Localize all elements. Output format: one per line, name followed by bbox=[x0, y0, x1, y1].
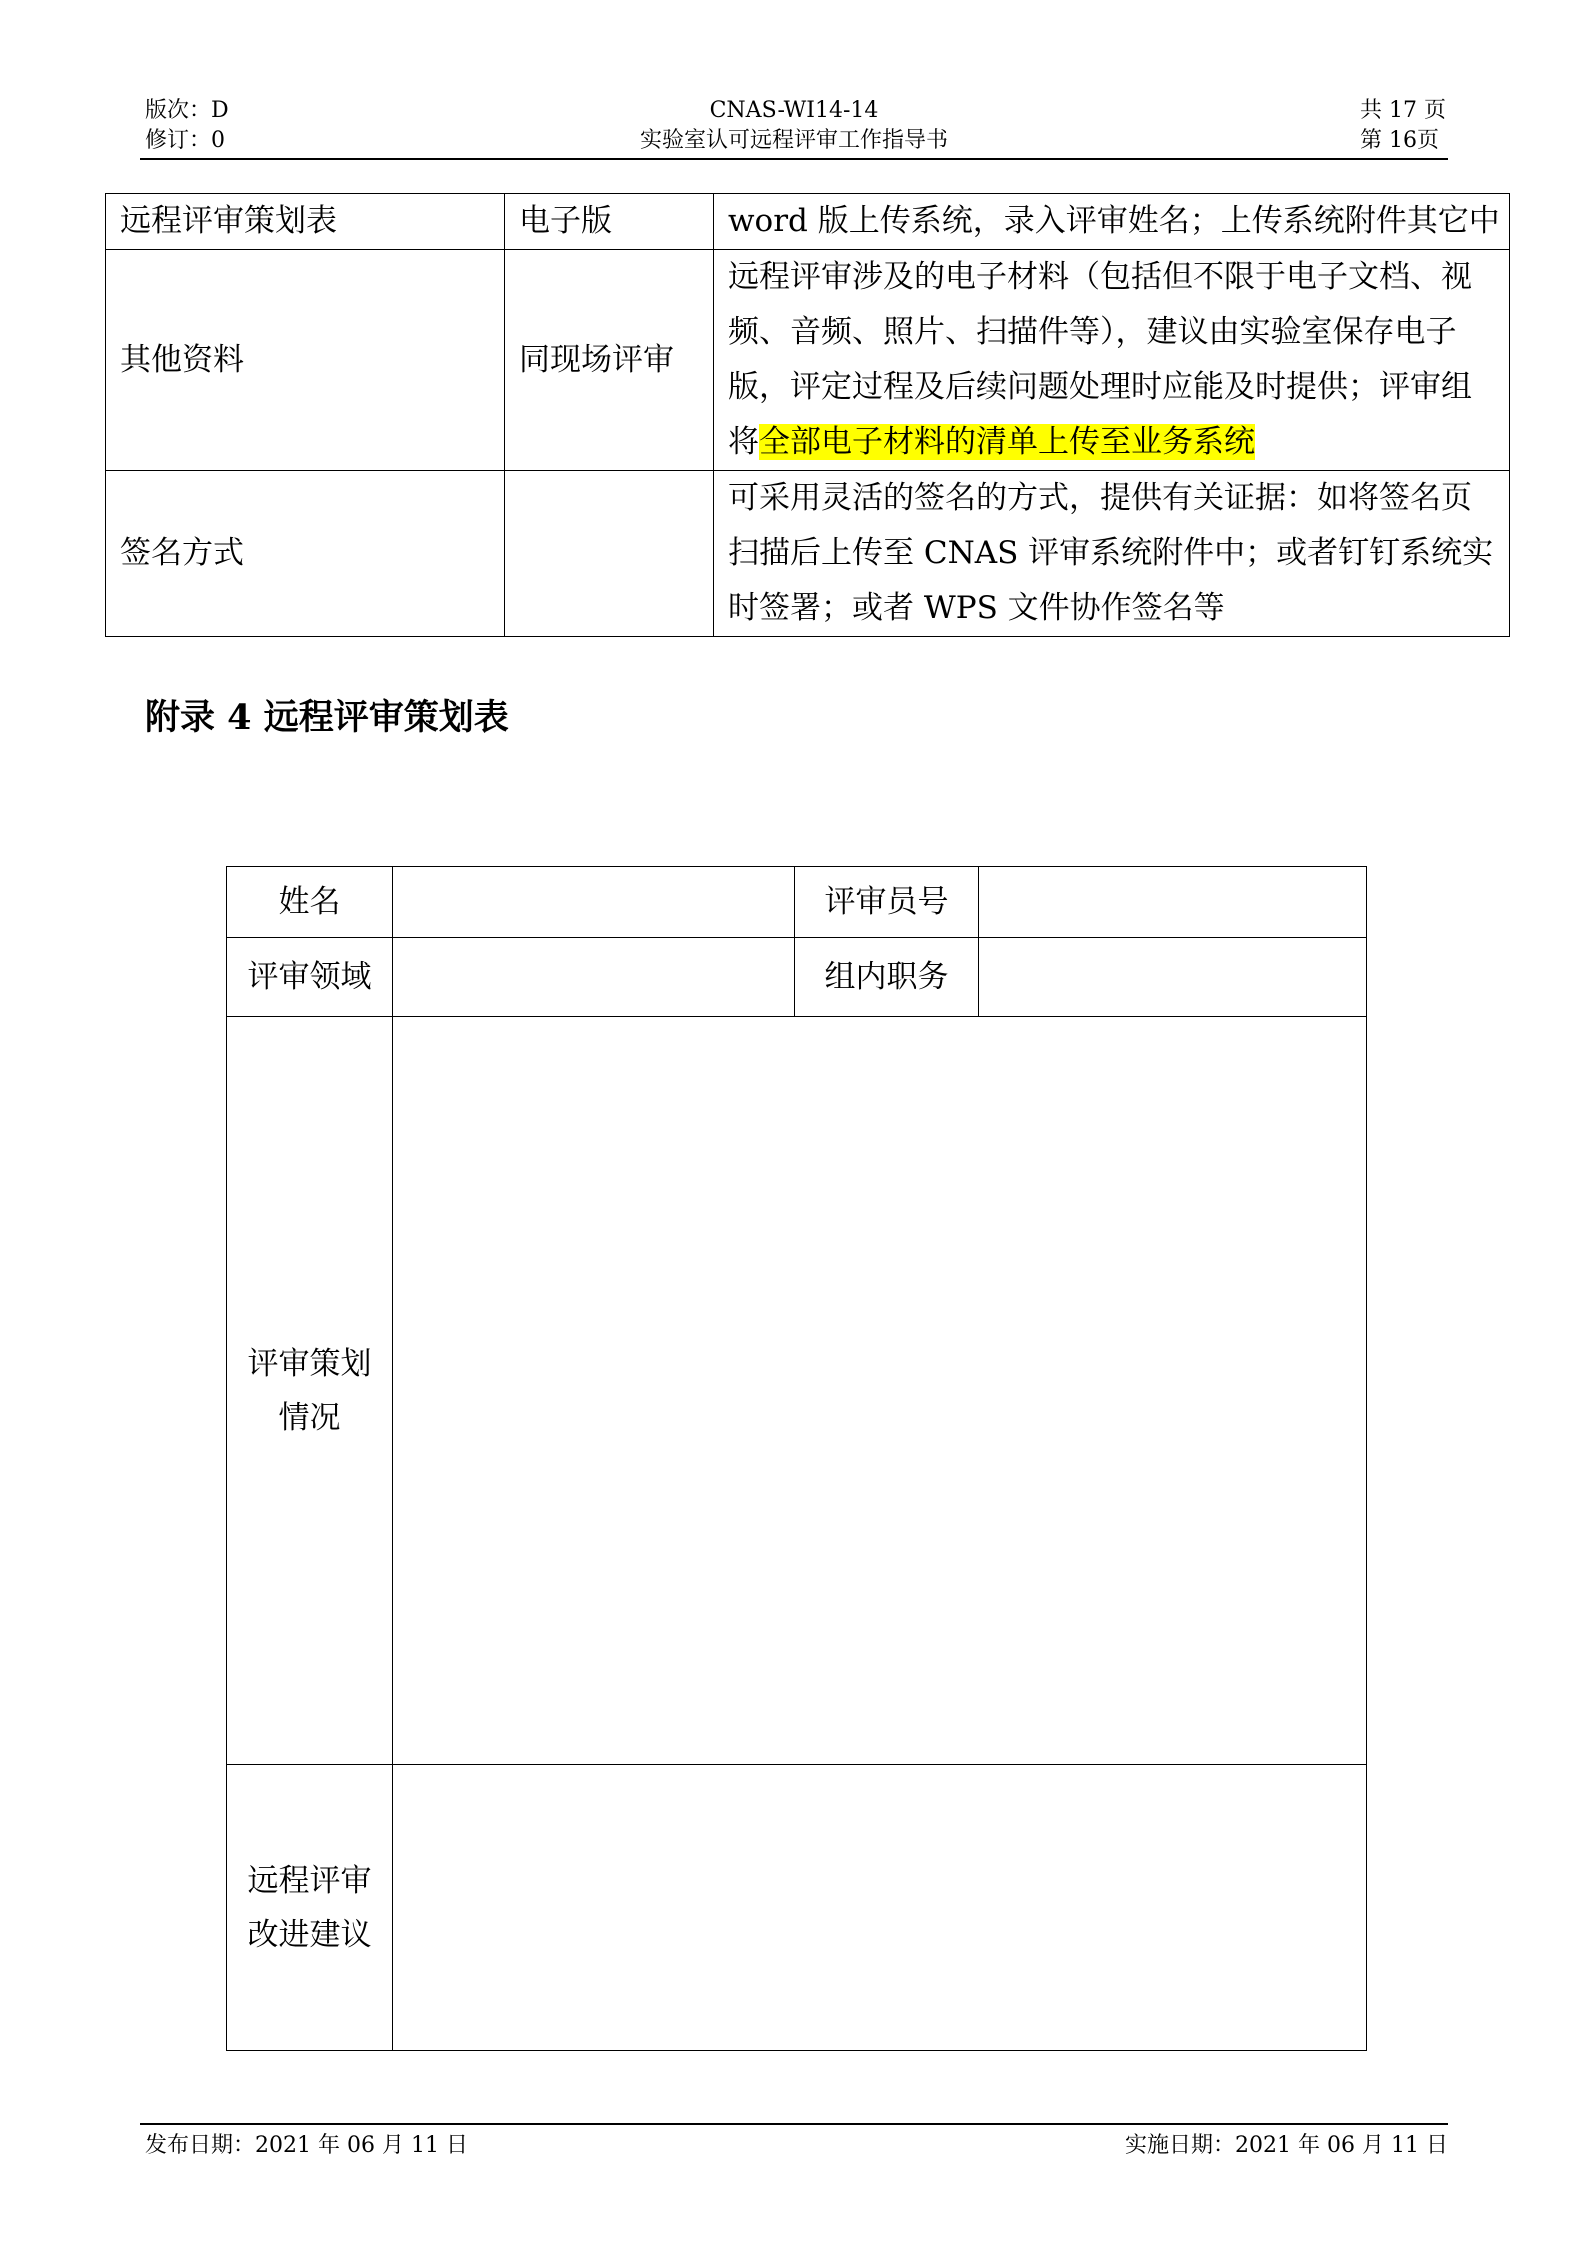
planning-field[interactable] bbox=[393, 1017, 1367, 1765]
note-line bbox=[728, 415, 1495, 470]
row-form bbox=[505, 471, 714, 637]
planning-form bbox=[226, 866, 1367, 2051]
improve-label bbox=[227, 1765, 393, 2051]
materials-table bbox=[105, 193, 1510, 637]
current-page: 第 16页 bbox=[1360, 128, 1439, 153]
row-item: 远程评审策划表 bbox=[106, 194, 505, 250]
highlighted-text: 全部电子材料的清单上传至业务系统 bbox=[759, 424, 1255, 460]
field-label: 评审领域 bbox=[227, 938, 393, 1017]
planning-label-line: 评审策划 bbox=[247, 1345, 372, 1382]
row-note bbox=[714, 471, 1510, 637]
form-row bbox=[227, 1017, 1367, 1765]
improve-label-line: 远程评审 bbox=[247, 1862, 372, 1899]
revision-text: 修订：0 bbox=[145, 128, 225, 153]
note-line: 扫描后上传至 CNAS 评审系统附件中；或者钉钉系统实 bbox=[728, 535, 1494, 571]
name-label: 姓名 bbox=[227, 867, 393, 938]
effective-date: 实施日期：2021 年 06 月 11 日 bbox=[1125, 2133, 1448, 2158]
assessor-no-label: 评审员号 bbox=[795, 867, 979, 938]
field-field[interactable] bbox=[393, 938, 795, 1017]
row-note bbox=[714, 250, 1510, 471]
role-field[interactable] bbox=[979, 938, 1367, 1017]
row-item: 其他资料 bbox=[106, 250, 505, 471]
note-line: 版，评定过程及后续问题处理时应能及时提供；评审组 bbox=[728, 369, 1472, 405]
doc-title: 实验室认可远程评审工作指导书 bbox=[639, 128, 948, 153]
total-pages: 共 17 页 bbox=[1360, 98, 1446, 123]
role-label: 组内职务 bbox=[795, 938, 979, 1017]
row-note: word 版上传系统，录入评审姓名；上传系统附件其它中 bbox=[714, 194, 1510, 250]
table-row bbox=[106, 250, 1510, 471]
row-form: 同现场评审 bbox=[505, 250, 714, 471]
form-row bbox=[227, 867, 1367, 938]
form-row bbox=[227, 1765, 1367, 2051]
edition-text: 版次：D bbox=[145, 98, 229, 123]
note-line: 时签署；或者 WPS 文件协作签名等 bbox=[728, 590, 1225, 626]
row-form: 电子版 bbox=[505, 194, 714, 250]
issue-date: 发布日期：2021 年 06 月 11 日 bbox=[145, 2133, 468, 2158]
note-line: 频、音频、照片、扫描件等），建议由实验室保存电子 bbox=[728, 314, 1457, 350]
assessor-no-field[interactable] bbox=[979, 867, 1367, 938]
footer-divider bbox=[140, 2123, 1448, 2125]
note-line: 远程评审涉及的电子材料（包括但不限于电子文档、视 bbox=[728, 259, 1472, 295]
form-row bbox=[227, 938, 1367, 1017]
note-line: 可采用灵活的签名的方式，提供有关证据：如将签名页 bbox=[728, 480, 1472, 516]
row-item: 签名方式 bbox=[106, 471, 505, 637]
improve-field[interactable] bbox=[393, 1765, 1367, 2051]
planning-label-line: 情况 bbox=[278, 1399, 341, 1436]
table-row bbox=[106, 194, 1510, 250]
doc-code: CNAS-WI14-14 bbox=[709, 98, 879, 123]
header-center bbox=[0, 96, 1588, 156]
section-title: 附录 4 远程评审策划表 bbox=[145, 697, 509, 738]
note-prefix: 将 bbox=[728, 424, 759, 460]
improve-label-line: 改进建议 bbox=[247, 1916, 372, 1953]
name-field[interactable] bbox=[393, 867, 795, 938]
table-row bbox=[106, 471, 1510, 637]
header-right bbox=[1360, 96, 1446, 156]
header-divider bbox=[140, 158, 1448, 160]
planning-label bbox=[227, 1017, 393, 1765]
